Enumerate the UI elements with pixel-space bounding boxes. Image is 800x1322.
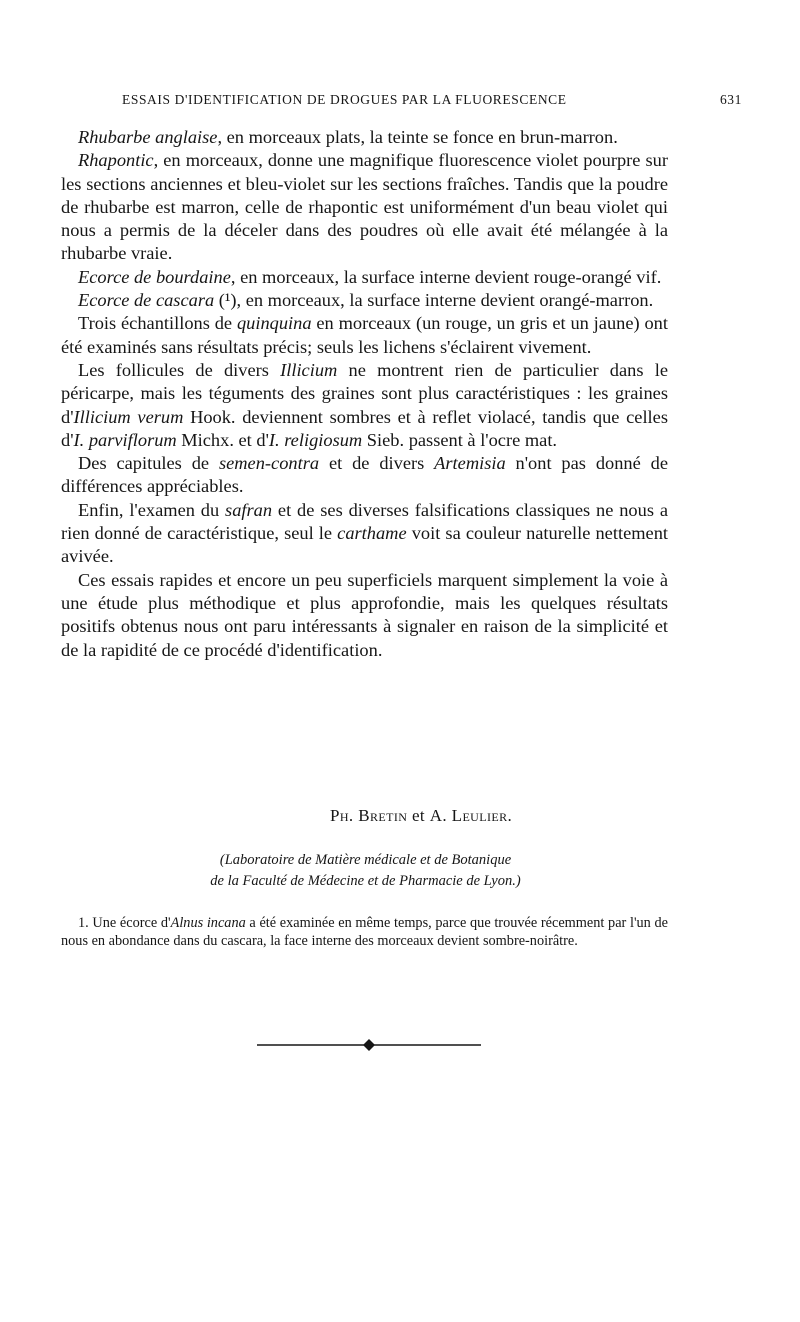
paragraph-text: , en morceaux, donne une magnifique fluorescence violet pourpre sur les sections anciennes et bleu-violet sur les sections fraîches. Tandis que la poudre de rhubarbe est marron, celle de rhapontic est uniformément d'un beau violet qui nous a permis de la déceler dans des poudres où elle avait été mélangée à la rhubarbe vraie.	[61, 150, 668, 264]
affiliation	[62, 850, 669, 892]
drug-name: semen-contra	[218, 453, 320, 474]
paragraph-text: voit sa couleur naturelle nettement avivée.	[61, 523, 669, 567]
species-name: I. religiosum	[268, 429, 363, 450]
footnote	[61, 915, 668, 950]
running-title: ESSAIS D'IDENTIFICATION DE DROGUES PAR LA FLUORESCENCE	[122, 92, 567, 107]
species-name: I. parviflorum	[73, 429, 177, 450]
footnote-text-part: a été examinée en même temps, parce que trouvée récemment par l'un de nous en abondance dans du cascara, la face interne des morceaux devient sombre-noirâtre.	[61, 915, 668, 949]
paragraph-quinquina	[61, 312, 668, 359]
paragraph-text: Hook. deviennent sombres et à reflet violacé, tandis que celles d'	[61, 406, 668, 450]
page-number: 631	[719, 92, 742, 107]
drug-name: quinquina	[236, 313, 312, 334]
paragraph-text: Sieb. passent à l'ocre mat.	[362, 429, 558, 450]
section-end-ornament	[257, 1037, 481, 1053]
conjunction: et	[411, 806, 426, 825]
running-header	[60, 92, 742, 114]
paragraph-text: Trois échantillons de	[78, 313, 237, 334]
drug-name: Rhapontic	[78, 150, 154, 171]
paragraph-text: Michx. et d'	[176, 429, 269, 450]
affiliation-line: de la Faculté de Médecine et de Pharmacie de Lyon.)	[210, 873, 521, 889]
author-name: Ph. Bretin	[330, 806, 408, 825]
drug-name: Ecorce de cascara	[78, 290, 215, 311]
drug-name: carthame	[337, 523, 407, 544]
paragraph-text: , en morceaux plats, la teinte se fonce en brun-marron.	[217, 127, 618, 147]
body-text	[61, 126, 668, 662]
drug-name: Ecorce de bourdaine	[78, 266, 231, 287]
paragraph-conclusion	[61, 569, 668, 662]
drug-name: safran	[225, 499, 273, 520]
paragraph-rhapontic	[61, 149, 668, 265]
species-name: Artemisia	[434, 453, 506, 474]
paragraph-safran	[61, 499, 668, 569]
footnote-text	[61, 915, 668, 950]
paragraph-rhubarbe	[61, 126, 668, 149]
paragraph-text: Ces essais rapides et encore un peu superficiels marquent simplement la voie à une étude plus méthodique et plus approfondie, mais les quelques résultats positifs obtenus nous ont paru intéressants à signaler en raison de la simplicité et de la rapidité de ce procédé d'identification.	[61, 569, 668, 660]
species-name: Illicium verum	[73, 406, 184, 427]
species-name: Alnus incana	[170, 915, 246, 931]
paragraph-text: Enfin, l'examen du	[78, 499, 226, 520]
paragraph-text: Les follicules de divers	[78, 359, 281, 380]
author-name: A. Leulier.	[429, 806, 513, 825]
drug-name: Rhubarbe anglaise	[78, 127, 218, 147]
paragraph-text: en morceaux (un rouge, un gris et un jaune) ont été examinés sans résultats précis; seuls les lichens s'éclairent vivement.	[61, 313, 668, 357]
paragraph-semen-contra	[61, 452, 668, 499]
paragraph-text: (¹), en morceaux, la surface interne devient orangé-marron.	[214, 290, 654, 311]
paragraph-cascara	[61, 289, 668, 312]
paragraph-text: , en morceaux, la surface interne devient rouge-orangé vif.	[230, 266, 662, 287]
paragraph-illicium	[61, 359, 668, 452]
paragraph-text: Des capitules de	[78, 453, 219, 474]
paragraph-text: ne montrent rien de particulier dans le péricarpe, mais les téguments des graines sont plus caractéristiques : les graines d'	[61, 359, 668, 427]
paragraph-bourdaine	[61, 266, 668, 289]
species-name: Illicium	[280, 359, 338, 380]
paragraph-text: et de ses diverses falsifications classiques ne nous a rien donné de caractéristique, seul le	[61, 499, 668, 544]
author-signature	[330, 806, 512, 826]
paragraph-text: et de divers	[319, 453, 435, 474]
footnote-text-part: 1. Une écorce d'	[78, 915, 171, 931]
affiliation-line: (Laboratoire de Matière médicale et de Botanique	[219, 852, 512, 868]
paragraph-text: n'ont pas donné de différences appréciables.	[61, 453, 669, 497]
